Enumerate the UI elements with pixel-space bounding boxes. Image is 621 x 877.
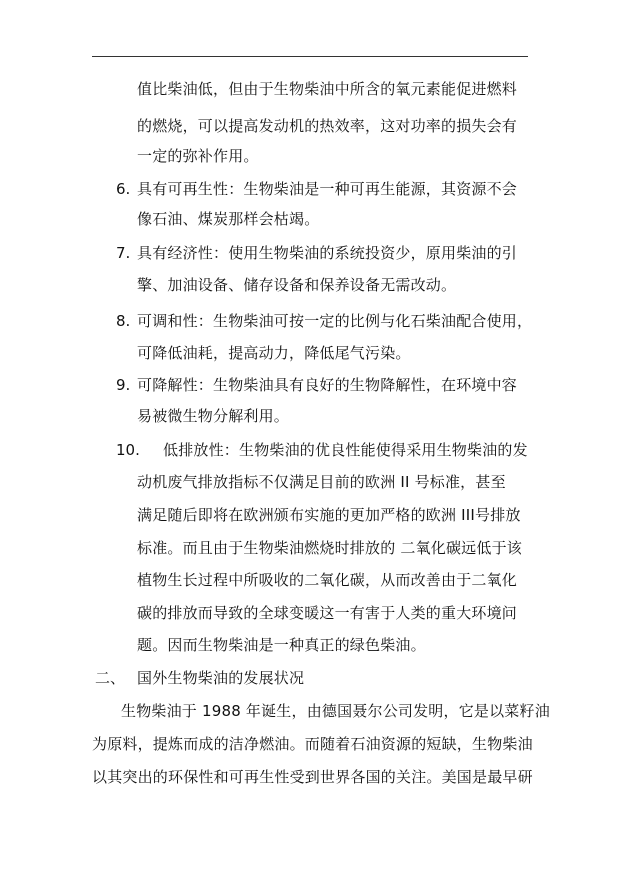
list-item-line: 动机废气排放指标不仅满足目前的欧洲 II 号标准，甚至 — [137, 473, 506, 491]
list-number: 7. — [116, 244, 131, 262]
list-number: 10. — [116, 441, 140, 459]
list-item-line: 碳的排放而导致的全球变暖这一有害于人类的重大环境问 — [137, 604, 518, 622]
list-number: 8. — [116, 312, 131, 330]
list-item-line: 可调和性：生物柴油可按一定的比例与化石柴油配合使用， — [137, 312, 533, 330]
list-item-line: 题。因而生物柴油是一种真正的绿色柴油。 — [137, 636, 426, 654]
header-rule — [92, 56, 528, 57]
paragraph-line: 为原料，提炼而成的洁净燃油。而随着石油资源的短缺，生物柴油 — [92, 735, 533, 753]
section-title: 国外生物柴油的发展状况 — [137, 669, 305, 687]
list-item-line: 标准。而且由于生物柴油燃烧时排放的 二氧化碳远低于该 — [137, 539, 522, 557]
body-line: 值比柴油低，但由于生物柴油中所含的氧元素能促进燃料 — [137, 80, 518, 98]
paragraph-line: 生物柴油于 1988 年诞生，由德国聂尔公司发明，它是以菜籽油 — [121, 702, 550, 720]
list-item-line: 易被微生物分解利用。 — [137, 407, 290, 425]
paragraph-line: 以其突出的环保性和可再生性受到世界各国的关注。美国是最早研 — [92, 768, 533, 786]
body-line: 的燃烧，可以提高发动机的热效率，这对功率的损失会有 — [137, 117, 518, 135]
list-number: 9. — [116, 376, 131, 394]
list-number: 6. — [116, 180, 131, 198]
body-line: 一定的弥补作用。 — [137, 147, 259, 165]
list-item-line: 擎、加油设备、储存设备和保养设备无需改动。 — [137, 276, 457, 294]
list-item-line: 满足随后即将在欧洲颁布实施的更加严格的欧洲 III号排放 — [137, 506, 521, 524]
list-item-line: 可降低油耗，提高动力，降低尾气污染。 — [137, 344, 411, 362]
list-item-line: 像石油、煤炭那样会枯竭。 — [137, 210, 320, 228]
list-item-line: 可降解性：生物柴油具有良好的生物降解性，在环境中容 — [137, 376, 518, 394]
list-item-line: 植物生长过程中所吸收的二氧化碳，从而改善由于二氧化 — [137, 571, 518, 589]
section-number: 二、 — [95, 669, 126, 687]
list-item-line: 具有经济性：使用生物柴油的系统投资少，原用柴油的引 — [137, 244, 518, 262]
list-item-line: 具有可再生性：生物柴油是一种可再生能源，其资源不会 — [137, 180, 518, 198]
list-item-line: 低排放性：生物柴油的优良性能使得采用生物柴油的发 — [163, 441, 528, 459]
